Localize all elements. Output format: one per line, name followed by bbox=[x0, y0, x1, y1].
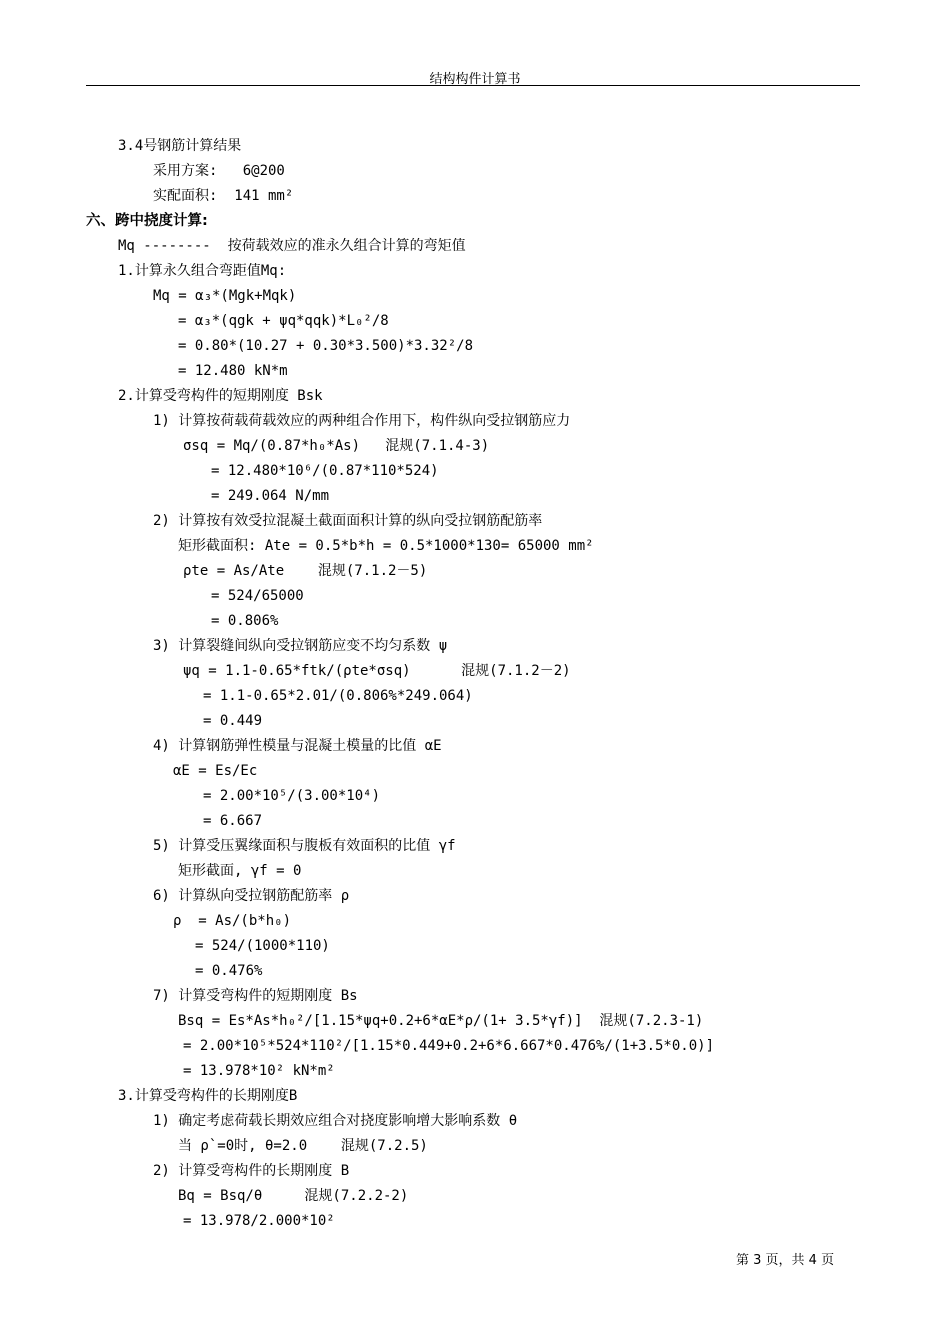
text-line: 矩形截面, γf = 0 bbox=[178, 863, 302, 879]
text-line: 1.计算永久组合弯距值Mq: bbox=[118, 263, 287, 279]
text-line: Bsq = Es*As*h₀²/[1.15*ψq+0.2+6*αE*ρ/(1+ 3.5*γf)] 混规(7.2.3-1) bbox=[178, 1013, 704, 1029]
text-line: 5) 计算受压翼缘面积与腹板有效面积的比值 γf bbox=[153, 838, 456, 854]
text-line: 3) 计算裂缝间纵向受拉钢筋应变不均匀系数 ψ bbox=[153, 638, 448, 654]
text-line: = 0.806% bbox=[211, 613, 279, 629]
text-line: 4) 计算钢筋弹性模量与混凝土模量的比值 αE bbox=[153, 738, 442, 754]
text-line: = 12.480 kN*m bbox=[178, 363, 288, 379]
text-line: 当 ρ`=0时, θ=2.0 混规(7.2.5) bbox=[178, 1138, 428, 1154]
text-line: αE = Es/Ec bbox=[173, 763, 258, 779]
text-line: = 2.00*10⁵/(3.00*10⁴) bbox=[203, 788, 381, 804]
page-header-title: 结构构件计算书 bbox=[429, 72, 521, 87]
page-number-footer: 第 3 页，共 4 页 bbox=[736, 1253, 835, 1268]
text-line: σsq = Mq/(0.87*h₀*As) 混规(7.1.4-3) bbox=[183, 438, 490, 454]
text-line: 矩形截面积: Ate = 0.5*b*h = 0.5*1000*130= 65000 mm² bbox=[178, 538, 594, 554]
text-line: = 249.064 N/mm bbox=[211, 488, 330, 504]
text-line: ρ = As/(b*h₀) bbox=[173, 913, 292, 929]
text-line: Mq = α₃*(Mgk+Mqk) bbox=[153, 288, 297, 304]
text-line: = 13.978/2.000*10² bbox=[183, 1213, 335, 1229]
text-line: = 0.449 bbox=[203, 713, 263, 729]
text-line: 1) 计算按荷载荷载效应的两种组合作用下，构件纵向受拉钢筋应力 bbox=[153, 413, 571, 429]
text-line: = α₃*(qgk + ψq*qqk)*L₀²/8 bbox=[178, 313, 389, 329]
text-line: = 13.978*10² kN*m² bbox=[183, 1063, 335, 1079]
text-line: = 12.480*10⁶/(0.87*110*524) bbox=[211, 463, 439, 479]
text-line: Bq = Bsq/θ 混规(7.2.2-2) bbox=[178, 1188, 409, 1204]
text-line: = 524/65000 bbox=[211, 588, 304, 604]
text-line: 实配面积: 141 mm² bbox=[153, 188, 294, 204]
text-line: = 2.00*10⁵*524*110²/[1.15*0.449+0.2+6*6.667*0.476%/(1+3.5*0.0)] bbox=[183, 1038, 715, 1054]
text-line: 3.计算受弯构件的长期刚度B bbox=[118, 1088, 298, 1104]
text-line: 6) 计算纵向受拉钢筋配筋率 ρ bbox=[153, 888, 350, 904]
header-rule bbox=[86, 85, 860, 86]
text-line: Mq -------- 按荷载效应的准永久组合计算的弯矩值 bbox=[118, 238, 466, 254]
text-line: = 0.476% bbox=[195, 963, 263, 979]
section-heading: 六、跨中挠度计算: bbox=[86, 213, 208, 229]
text-line: = 6.667 bbox=[203, 813, 263, 829]
text-line: = 0.80*(10.27 + 0.30*3.500)*3.32²/8 bbox=[178, 338, 474, 354]
text-line: 2.计算受弯构件的短期刚度 Bsk bbox=[118, 388, 323, 404]
text-line: 7) 计算受弯构件的短期刚度 Bs bbox=[153, 988, 358, 1004]
text-line: = 524/(1000*110) bbox=[195, 938, 330, 954]
text-line: 3.4号钢筋计算结果 bbox=[118, 138, 242, 154]
text-line: ρte = As/Ate 混规(7.1.2－5) bbox=[183, 563, 428, 579]
text-line: = 1.1-0.65*2.01/(0.806%*249.064) bbox=[203, 688, 473, 704]
text-line: 采用方案: 6@200 bbox=[153, 163, 285, 179]
text-line: ψq = 1.1-0.65*ftk/(ρte*σsq) 混规(7.1.2－2) bbox=[183, 663, 571, 679]
text-line: 2) 计算受弯构件的长期刚度 B bbox=[153, 1163, 350, 1179]
text-line: 1) 确定考虑荷载长期效应组合对挠度影响增大影响系数 θ bbox=[153, 1113, 518, 1129]
text-line: 2) 计算按有效受拉混凝土截面面积计算的纵向受拉钢筋配筋率 bbox=[153, 513, 543, 529]
